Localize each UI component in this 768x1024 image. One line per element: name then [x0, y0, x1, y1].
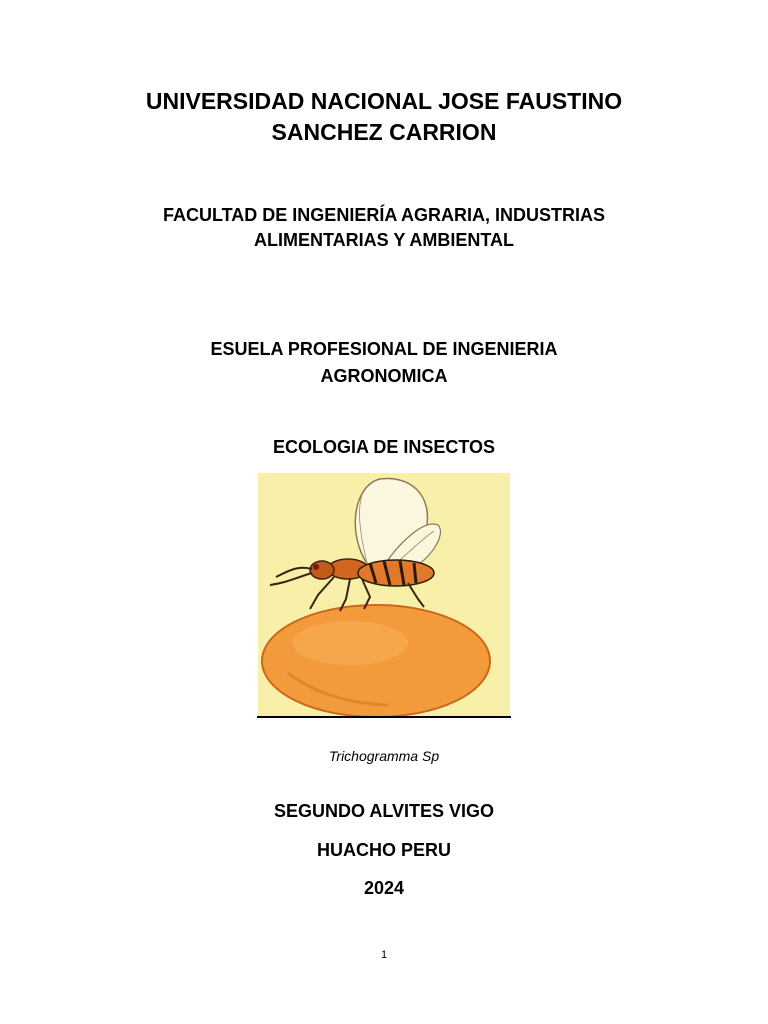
- place-name: HUACHO PERU: [316, 840, 451, 860]
- university-title: [0, 86, 768, 148]
- school-title-line-2: AGRONOMICA: [320, 366, 448, 386]
- document-year: 2024: [363, 878, 405, 898]
- faculty-title: [0, 203, 768, 253]
- university-title-line-1: UNIVERSIDAD NACIONAL JOSE FAUSTINO: [145, 88, 623, 114]
- figure-bottom-rule: [257, 716, 511, 718]
- school-title-line-1: ESUELA PROFESIONAL DE INGENIERIA: [210, 339, 558, 359]
- university-title-line-2: SANCHEZ CARRION: [271, 119, 497, 145]
- author-name: SEGUNDO ALVITES VIGO: [273, 801, 495, 821]
- trichogramma-figure: [258, 473, 510, 717]
- figure-caption: Trichogramma Sp: [328, 748, 440, 764]
- faculty-title-line-1: FACULTAD DE INGENIERÍA AGRARIA, INDUSTRIAS: [162, 205, 605, 225]
- page-number: 1: [380, 949, 388, 961]
- school-title: [0, 336, 768, 390]
- course-title: ECOLOGIA DE INSECTOS: [272, 437, 496, 457]
- wasp-on-egg-illustration-icon: [258, 473, 510, 717]
- faculty-title-line-2: ALIMENTARIAS Y AMBIENTAL: [254, 230, 514, 250]
